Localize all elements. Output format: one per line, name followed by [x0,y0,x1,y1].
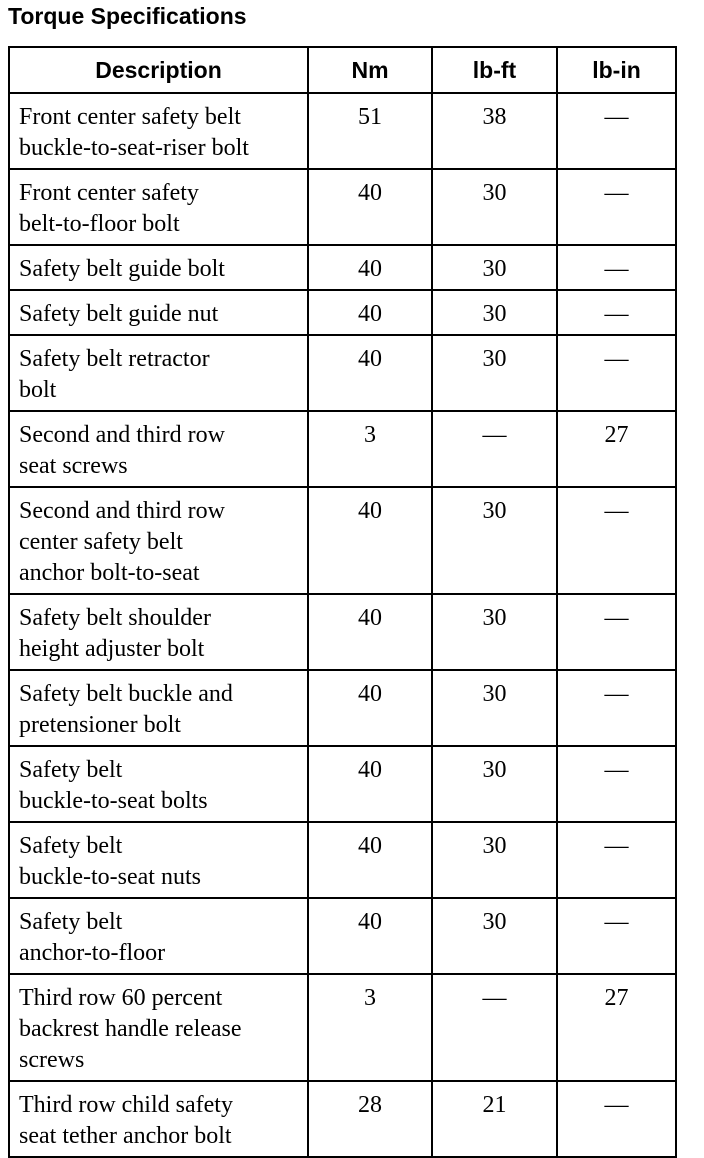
description-cell: Second and third row center safety belt anchor bolt-to-seat [9,487,308,594]
description-cell: Second and third row seat screws [9,411,308,487]
lb-ft-cell: 30 [432,487,557,594]
lb-ft-cell: 30 [432,822,557,898]
table-row [9,822,676,898]
table-row [9,245,676,290]
nm-cell: 40 [308,487,432,594]
lb-in-cell: — [557,335,676,411]
description-cell: Front center safety belt buckle-to-seat-riser bolt [9,93,308,169]
lb-in-cell: — [557,594,676,670]
lb-ft-cell: 30 [432,335,557,411]
lb-in-cell: — [557,822,676,898]
nm-cell: 51 [308,93,432,169]
nm-cell: 40 [308,822,432,898]
table-row [9,335,676,411]
lb-in-cell: 27 [557,974,676,1081]
torque-specifications-table [8,46,677,1158]
lb-in-cell: — [557,487,676,594]
lb-in-cell: — [557,245,676,290]
lb-ft-cell: 30 [432,670,557,746]
table-row [9,93,676,169]
table-header-row [9,47,676,93]
table-row [9,487,676,594]
column-header-lb-in: lb-in [557,47,676,93]
description-cell: Third row 60 percent backrest handle release screws [9,974,308,1081]
description-cell: Safety belt buckle-to-seat nuts [9,822,308,898]
nm-cell: 40 [308,594,432,670]
table-row [9,411,676,487]
nm-cell: 40 [308,245,432,290]
lb-in-cell: — [557,169,676,245]
lb-ft-cell: 30 [432,898,557,974]
column-header-lb-ft: lb-ft [432,47,557,93]
table-row [9,746,676,822]
description-cell: Safety belt anchor-to-floor [9,898,308,974]
nm-cell: 40 [308,169,432,245]
lb-in-cell: — [557,93,676,169]
column-header-nm: Nm [308,47,432,93]
lb-in-cell: — [557,1081,676,1157]
table-row [9,974,676,1081]
nm-cell: 40 [308,670,432,746]
description-cell: Safety belt buckle and pretensioner bolt [9,670,308,746]
lb-ft-cell: 38 [432,93,557,169]
lb-in-cell: — [557,290,676,335]
description-cell: Safety belt retractor bolt [9,335,308,411]
description-cell: Safety belt shoulder height adjuster bolt [9,594,308,670]
nm-cell: 3 [308,974,432,1081]
table-row [9,1081,676,1157]
lb-ft-cell: 30 [432,245,557,290]
nm-cell: 3 [308,411,432,487]
table-row [9,670,676,746]
lb-in-cell: — [557,670,676,746]
table-row [9,898,676,974]
lb-ft-cell: 30 [432,169,557,245]
lb-ft-cell: 21 [432,1081,557,1157]
nm-cell: 40 [308,335,432,411]
nm-cell: 40 [308,746,432,822]
lb-ft-cell: 30 [432,746,557,822]
nm-cell: 40 [308,898,432,974]
column-header-description: Description [9,47,308,93]
lb-ft-cell: 30 [432,594,557,670]
description-cell: Front center safety belt-to-floor bolt [9,169,308,245]
description-cell: Safety belt guide bolt [9,245,308,290]
lb-in-cell: 27 [557,411,676,487]
lb-in-cell: — [557,746,676,822]
table-row [9,169,676,245]
nm-cell: 28 [308,1081,432,1157]
table-row [9,290,676,335]
lb-ft-cell: — [432,974,557,1081]
lb-in-cell: — [557,898,676,974]
page-title: Torque Specifications [8,3,247,29]
description-cell: Third row child safety seat tether anchor bolt [9,1081,308,1157]
lb-ft-cell: 30 [432,290,557,335]
lb-ft-cell: — [432,411,557,487]
description-cell: Safety belt buckle-to-seat bolts [9,746,308,822]
table-row [9,594,676,670]
nm-cell: 40 [308,290,432,335]
description-cell: Safety belt guide nut [9,290,308,335]
